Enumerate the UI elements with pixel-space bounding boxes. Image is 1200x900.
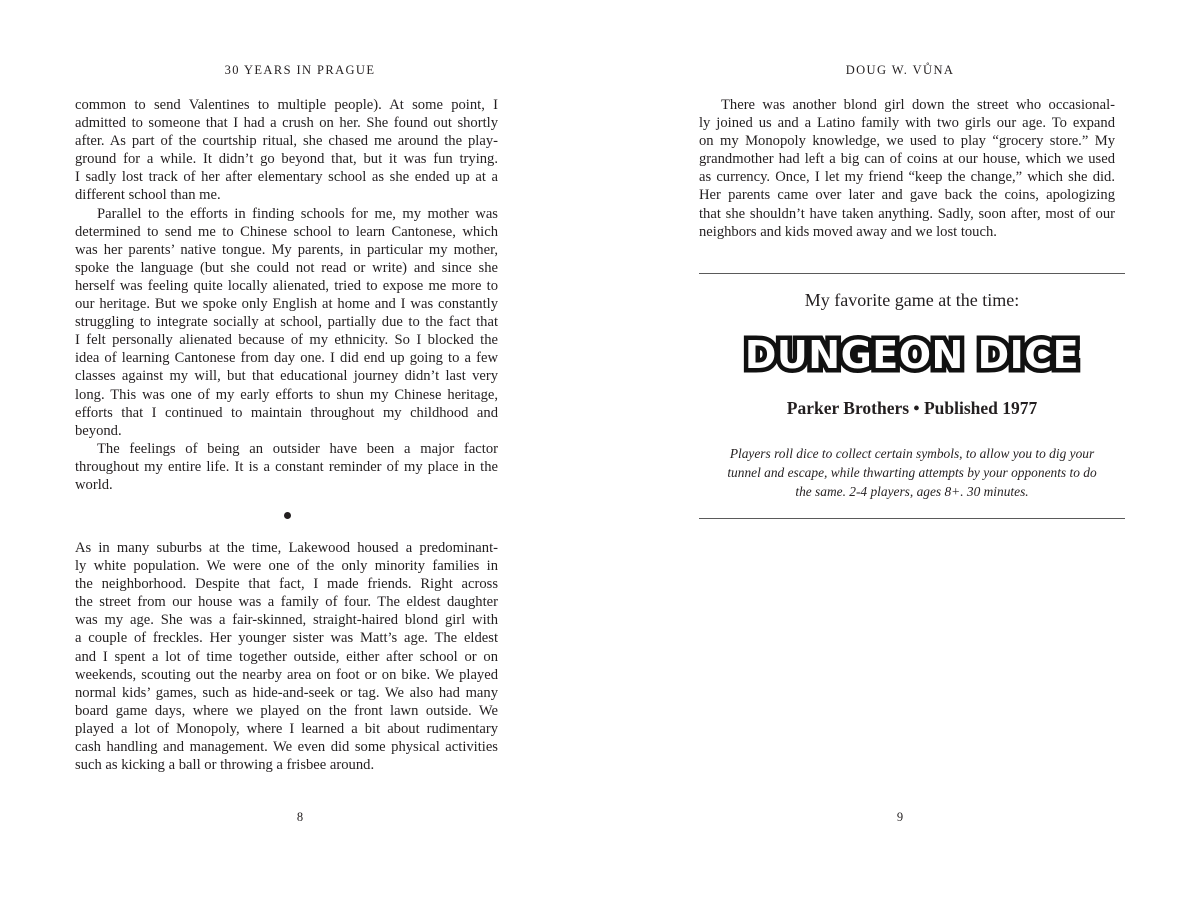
text-line: long. This was one of my early efforts to shun my Chinese heritage, <box>75 386 498 403</box>
left-body-text-top <box>75 96 498 494</box>
text-line: the neighborhood. Despite that fact, I made friends. Right across <box>75 576 498 593</box>
game-description-line: the same. 2-4 players, ages 8+. 30 minutes. <box>795 484 1029 499</box>
text-line: beyond. <box>75 422 122 439</box>
text-line: played a lot of Monopoly, where I learned a bit about rudimentary <box>75 720 498 737</box>
running-head-right: DOUG W. VŮNA <box>845 63 955 77</box>
text-line: admitted to someone that I had a crush on her. She found out shortly <box>75 115 498 132</box>
text-line: cash handling and management. We even did some physical activities <box>75 739 498 756</box>
text-line: Parallel to the efforts in finding schools for me, my mother was <box>97 205 498 222</box>
game-description-line: tunnel and escape, while thwarting attempts by your opponents to do <box>727 465 1097 480</box>
text-line: that she shouldn’t have taken anything. Sadly, soon after, most of our <box>699 205 1115 222</box>
text-line: after. As part of the courtship ritual, she chased me around the play- <box>75 133 498 150</box>
text-line: the street from our house was a family of four. The eldest daughter <box>75 594 498 611</box>
text-line: classes against my will, but that educational journey didn’t last very <box>75 368 498 385</box>
game-box-bottom-rule <box>699 518 1125 519</box>
text-line: neighbors and kids moved away and we lost touch. <box>699 223 997 240</box>
text-line: ly joined us and a Latino family with two girls our age. To expand <box>699 115 1115 132</box>
page-number-right: 9 <box>896 810 904 824</box>
text-line: ly white population. We were one of the only minority families in <box>75 558 498 575</box>
text-line: a couple of freckles. Her younger sister was Matt’s age. The eldest <box>75 630 498 647</box>
right-body-text <box>699 96 1115 241</box>
game-box-top-rule <box>699 273 1125 274</box>
text-line: was my age. She was a fair-skinned, straight-haired blond girl with <box>75 612 498 629</box>
running-head-left: 30 YEARS IN PRAGUE <box>224 63 376 77</box>
page-number-left: 8 <box>296 810 304 824</box>
text-line: board game days, where we played on the front lawn outside. We <box>75 702 498 719</box>
text-line: idea of learning Cantonese from day one. I did end up going to a few <box>75 350 498 367</box>
text-line: on my Monopoly knowledge, we used to play “grocery store.” My <box>699 133 1115 150</box>
text-line: ground for a while. It didn’t go beyond that, but it was fun trying. <box>75 151 498 168</box>
text-line: common to send Valentines to multiple people). At some point, I <box>75 97 498 113</box>
text-line: grandmother had left a big can of coins at our house, which we used <box>699 151 1115 168</box>
text-line: such as kicking a ball or throwing a frisbee around. <box>75 757 375 774</box>
text-line: throughout my entire life. It is a constant reminder of my place in the <box>75 458 498 475</box>
text-line: our heritage. But we spoke only English at home and I was constantly <box>75 296 498 313</box>
text-line: I sadly lost track of her after elementary school as she ended up at a <box>75 169 498 186</box>
text-line: There was another blond girl down the street who occasional- <box>721 97 1115 113</box>
text-line: and I spent a lot of time together outside, either after school or on <box>75 648 498 665</box>
section-break-bullet <box>284 512 291 519</box>
text-line: I felt personally alienated because of my ethnicity. So I blocked the <box>75 332 498 349</box>
game-description-line: Players roll dice to collect certain symbols, to allow you to dig your <box>729 446 1095 461</box>
text-line: spoke the language (but she could not read or write) and since she <box>75 259 498 276</box>
text-line: world. <box>75 476 113 493</box>
text-line: The feelings of being an outsider have been a major factor <box>97 440 498 457</box>
text-line: determined to send me to Chinese school to learn Cantonese, which <box>75 223 498 240</box>
game-description <box>722 444 1102 501</box>
text-line: as currency. Once, I let my friend “keep the change,” which she did. <box>699 169 1115 186</box>
text-line: struggling to integrate socially at school, partially due to the fact that <box>75 314 498 331</box>
game-box-caption: My favorite game at the time: <box>804 290 1020 310</box>
game-publisher-line: Parker Brothers • Published 1977 <box>786 398 1038 418</box>
left-body-text-bottom <box>75 539 498 774</box>
text-line: herself was feeling quite locally alienated, tried to expose me more to <box>75 277 498 294</box>
text-line: different school than me. <box>75 187 221 204</box>
text-line: was her parents’ native tongue. My parents, in particular my mother, <box>75 241 498 258</box>
text-line: weekends, scouting out the nearby area on foot or on bike. We played <box>75 666 498 683</box>
text-line: Her parents came over later and gave back the coins, apologizing <box>699 187 1115 204</box>
text-line: normal kids’ games, such as hide-and-seek or tag. We also had many <box>75 684 498 701</box>
game-title-logo: DUNGEON DICE <box>744 333 1080 377</box>
text-line: As in many suburbs at the time, Lakewood housed a predominant- <box>75 540 498 556</box>
text-line: efforts that I continued to maintain throughout my childhood and <box>75 404 498 421</box>
